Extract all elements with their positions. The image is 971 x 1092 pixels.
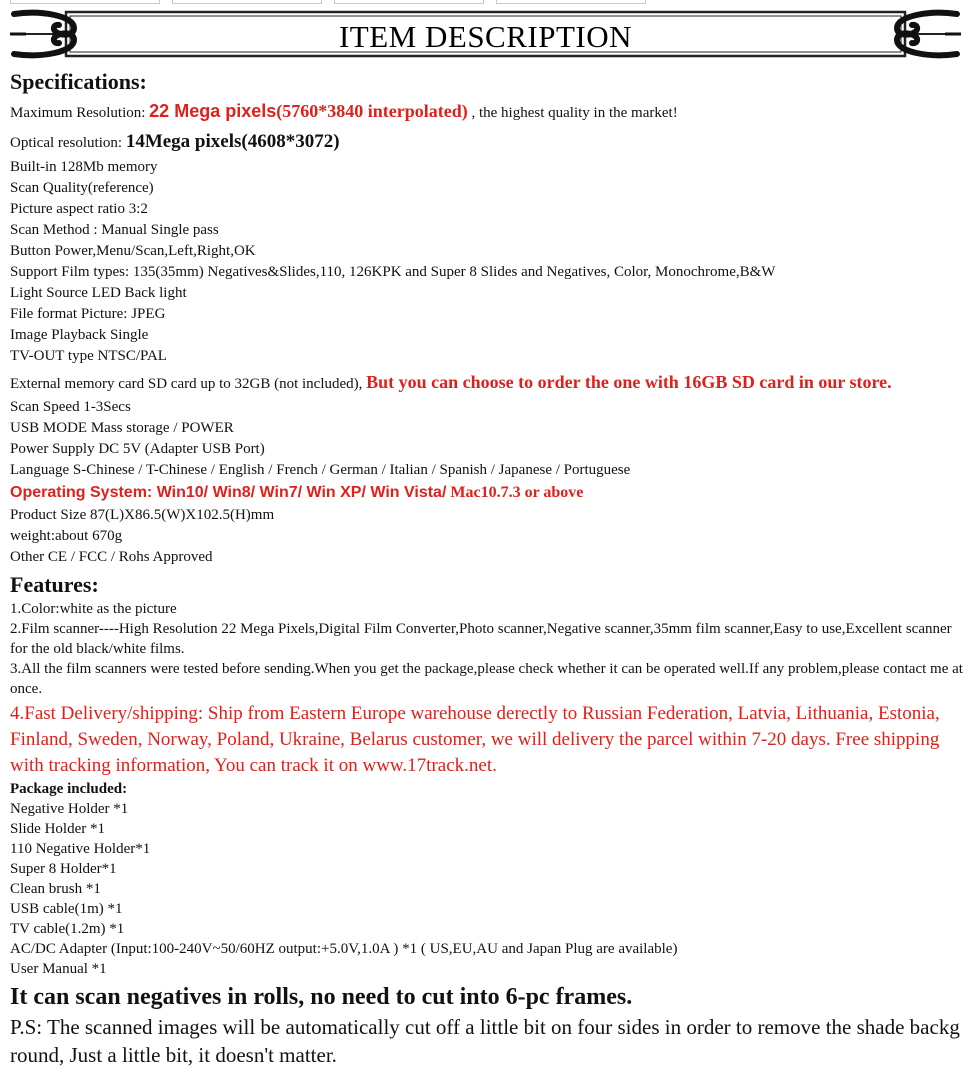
max-resolution-label: Maximum Resolution:: [10, 105, 150, 121]
max-resolution-value-a: 22 Mega pixels: [149, 101, 277, 121]
optical-resolution-label: Optical resolution:: [10, 135, 126, 151]
operating-system-mac: Mac10.7.3 or above: [446, 484, 584, 501]
tab-2[interactable]: [172, 0, 322, 4]
specifications-heading: Specifications:: [10, 69, 147, 94]
spec-line: Other CE / FCC / Rohs Approved: [10, 549, 213, 565]
max-resolution-row: [10, 96, 965, 128]
optical-resolution-row: [10, 128, 965, 157]
spec-line: Light Source LED Back light: [10, 285, 187, 301]
package-item: Negative Holder *1: [10, 801, 129, 817]
feature-1: 1.Color:white as the picture: [10, 601, 177, 617]
item-description-banner: [8, 8, 963, 60]
package-item: TV cable(1.2m) *1: [10, 921, 125, 937]
package-item: AC/DC Adapter (Input:100-240V~50/60HZ output:+5.0V,1.0A ) *1 ( US,EU,AU and Japan Plug are available): [10, 941, 678, 957]
features-heading: Features:: [10, 572, 99, 597]
feature-4-delivery: 4.Fast Delivery/shipping: Ship from Eastern Europe warehouse derectly to Russian Federation, Latvia, Lithuania, Estonia, Finland, Sweden, Norway, Poland, Ukraine, Belarus customer, we will delivery the parcel within 7-20 days. Free shipping with tracking information, You can track it on www.17track.net.: [10, 703, 940, 776]
spec-line: weight:about 670g: [10, 528, 123, 544]
optical-resolution-value: 14Mega pixels(4608*3072): [125, 131, 340, 152]
tab-4[interactable]: [496, 0, 646, 4]
package-item: Clean brush *1: [10, 881, 101, 897]
rolls-scan-headline: It can scan negatives in rolls, no need to cut into 6-pc frames.: [10, 984, 633, 1010]
package-item: 110 Negative Holder*1: [10, 841, 151, 857]
operating-system-row: [10, 481, 965, 505]
feature-3: 3.All the film scanners were tested before sending.When you get the package,please check whether it can be operated well.If any problem,please contact me at once.: [10, 661, 963, 697]
spec-line: Scan Speed 1-3Secs: [10, 399, 131, 415]
spec-line: Button Power,Menu/Scan,Left,Right,OK: [10, 243, 256, 259]
package-item: Super 8 Holder*1: [10, 861, 117, 877]
package-item: USB cable(1m) *1: [10, 901, 123, 917]
banner-title: ITEM DESCRIPTION: [338, 19, 633, 54]
tab-3[interactable]: [334, 0, 484, 4]
spec-line: Product Size 87(L)X86.5(W)X102.5(H)mm: [10, 507, 275, 523]
spec-line: Image Playback Single: [10, 327, 149, 343]
package-item: Slide Holder *1: [10, 821, 105, 837]
top-tab-strip: [10, 0, 910, 4]
spec-line: Scan Method : Manual Single pass: [10, 222, 219, 238]
max-resolution-tail: , the highest quality in the market!: [467, 105, 678, 121]
spec-line: USB MODE Mass storage / POWER: [10, 420, 234, 436]
max-resolution-value-b: (5760*3840 interpolated): [276, 101, 468, 121]
external-memory-row: [10, 369, 965, 397]
spec-line: Picture aspect ratio 3:2: [10, 201, 148, 217]
package-heading: Package included:: [10, 781, 128, 797]
spec-line: Scan Quality(reference): [10, 180, 154, 196]
spec-line: Power Supply DC 5V (Adapter USB Port): [10, 441, 265, 457]
operating-system-windows: Operating System: Win10/ Win8/ Win7/ Win XP/ Win Vista/: [10, 484, 447, 501]
feature-2: 2.Film scanner----High Resolution 22 Mega Pixels,Digital Film Converter,Photo scanner,Negative scanner,35mm film scanner,Easy to use,Excellent scanner for the old black/white films.: [10, 621, 952, 657]
tab-1[interactable]: [10, 0, 160, 4]
ps-note: P.S: The scanned images will be automatically cut off a little bit on four sides in order to remove the shade background, Just a little bit, it doesn't matter.: [10, 1015, 960, 1067]
spec-line: Language S-Chinese / T-Chinese / English / French / German / Italian / Spanish / Japanese / Portuguese: [10, 462, 631, 478]
spec-line: File format Picture: JPEG: [10, 306, 166, 322]
spec-line: TV-OUT type NTSC/PAL: [10, 348, 167, 364]
package-item: User Manual *1: [10, 961, 107, 977]
external-memory-text: External memory card SD card up to 32GB (not included),: [10, 376, 367, 392]
description-content: [10, 68, 965, 1069]
spec-line: Support Film types: 135(35mm) Negatives&Slides,110, 126KPK and Super 8 Slides and Negatives, Color, Monochrome,B&W: [10, 264, 776, 280]
spec-line: Built-in 128Mb memory: [10, 159, 158, 175]
external-memory-red-note: But you can choose to order the one with 16GB SD card in our store.: [366, 372, 892, 392]
